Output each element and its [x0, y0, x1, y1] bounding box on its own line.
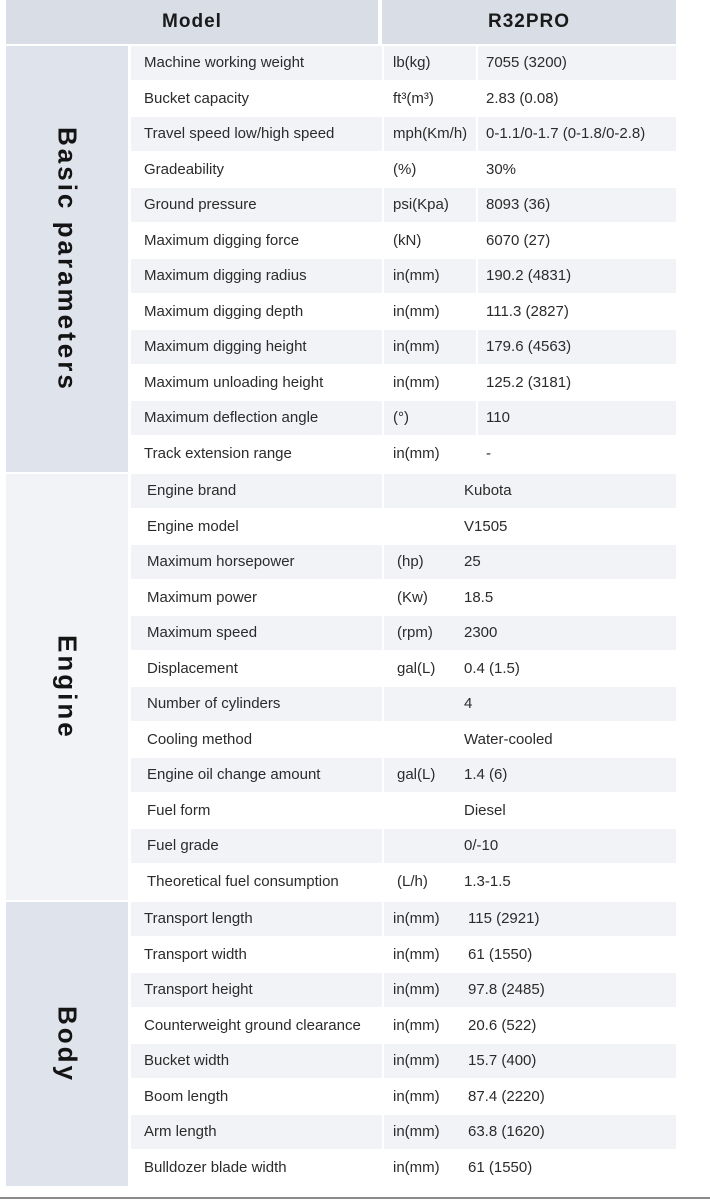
table-row — [131, 723, 676, 757]
section-rows — [131, 474, 676, 900]
param-unit: in(mm) — [384, 973, 476, 1007]
param-unit: psi(Kpa) — [384, 188, 476, 222]
section-body — [6, 902, 676, 1186]
param-value: 7055 (3200) — [478, 46, 676, 80]
param-unit: lb(kg) — [384, 46, 476, 80]
param-unit: (%) — [384, 153, 476, 187]
param-value: 97.8 (2485) — [468, 973, 676, 1007]
param-unit — [384, 723, 476, 757]
param-name: Maximum digging height — [131, 330, 382, 364]
table-row — [131, 1044, 676, 1078]
param-name: Maximum digging radius — [131, 259, 382, 293]
param-name: Boom length — [131, 1080, 382, 1114]
param-name: Maximum power — [131, 581, 382, 615]
param-unit: in(mm) — [384, 1009, 476, 1043]
table-row — [131, 295, 676, 329]
param-value: 190.2 (4831) — [478, 259, 676, 293]
param-name: Number of cylinders — [131, 687, 382, 721]
param-value: 0-1.1/0-1.7 (0-1.8/0-2.8) — [478, 117, 676, 151]
param-name: Machine working weight — [131, 46, 382, 80]
param-unit: (L/h) — [384, 865, 476, 899]
table-row — [131, 865, 676, 899]
table-row — [131, 652, 676, 686]
param-value: 61 (1550) — [468, 938, 676, 972]
section-title: Engine — [52, 634, 83, 740]
param-unit: in(mm) — [384, 1080, 476, 1114]
spec-table — [6, 0, 676, 1186]
param-value: Water-cooled — [464, 723, 676, 757]
param-value: 0.4 (1.5) — [464, 652, 676, 686]
param-name: Counterweight ground clearance — [131, 1009, 382, 1043]
param-name: Gradeability — [131, 153, 382, 187]
param-value: 8093 (36) — [478, 188, 676, 222]
param-name: Maximum unloading height — [131, 366, 382, 400]
param-name: Maximum digging depth — [131, 295, 382, 329]
param-value: 110 — [478, 401, 676, 435]
param-unit: in(mm) — [384, 259, 476, 293]
table-row — [131, 188, 676, 222]
param-value: 115 (2921) — [468, 902, 676, 936]
table-row — [131, 687, 676, 721]
table-row — [131, 401, 676, 435]
param-unit: in(mm) — [384, 1151, 476, 1185]
param-value: 18.5 — [464, 581, 676, 615]
param-unit: (kN) — [384, 224, 476, 258]
param-value: 0/-10 — [464, 829, 676, 863]
param-value: Diesel — [464, 794, 676, 828]
param-value: 87.4 (2220) — [468, 1080, 676, 1114]
table-row — [131, 46, 676, 80]
table-row — [131, 581, 676, 615]
table-row — [131, 82, 676, 116]
param-value: 2.83 (0.08) — [478, 82, 676, 116]
param-value: 6070 (27) — [478, 224, 676, 258]
param-unit: (°) — [384, 401, 476, 435]
param-unit: ft³(m³) — [384, 82, 476, 116]
param-value: 63.8 (1620) — [468, 1115, 676, 1149]
table-row — [131, 259, 676, 293]
section-title: Basic parameters — [52, 126, 83, 392]
param-name: Theoretical fuel consumption — [131, 865, 382, 899]
param-name: Maximum deflection angle — [131, 401, 382, 435]
table-row — [131, 616, 676, 650]
param-unit: gal(L) — [384, 758, 476, 792]
param-value: 125.2 (3181) — [478, 366, 676, 400]
param-unit: gal(L) — [384, 652, 476, 686]
param-name: Bucket capacity — [131, 82, 382, 116]
section-title-cell — [6, 46, 128, 472]
section-rows — [131, 46, 676, 472]
param-name: Bucket width — [131, 1044, 382, 1078]
table-row — [131, 474, 676, 508]
param-name: Travel speed low/high speed — [131, 117, 382, 151]
param-name: Fuel grade — [131, 829, 382, 863]
param-name: Engine oil change amount — [131, 758, 382, 792]
param-value: 179.6 (4563) — [478, 330, 676, 364]
param-unit: mph(Km/h) — [384, 117, 476, 151]
table-row — [131, 117, 676, 151]
section-title: Body — [52, 1005, 83, 1083]
table-row — [131, 437, 676, 471]
param-value: 1.4 (6) — [464, 758, 676, 792]
param-unit — [384, 510, 476, 544]
param-unit — [384, 687, 476, 721]
param-unit — [384, 794, 476, 828]
param-value: 4 — [464, 687, 676, 721]
param-unit: in(mm) — [384, 366, 476, 400]
param-name: Maximum digging force — [131, 224, 382, 258]
param-name: Transport height — [131, 973, 382, 1007]
table-row — [131, 829, 676, 863]
param-unit — [384, 829, 476, 863]
param-unit: in(mm) — [384, 295, 476, 329]
param-value: - — [478, 437, 676, 471]
table-row — [131, 330, 676, 364]
table-row — [131, 973, 676, 1007]
section-title-cell — [6, 902, 128, 1186]
param-name: Transport width — [131, 938, 382, 972]
param-name: Cooling method — [131, 723, 382, 757]
model-header-label: Model — [6, 0, 378, 44]
param-value: 20.6 (522) — [468, 1009, 676, 1043]
table-row — [131, 938, 676, 972]
param-name: Bulldozer blade width — [131, 1151, 382, 1185]
table-row — [131, 1009, 676, 1043]
param-value: 2300 — [464, 616, 676, 650]
section-basic-parameters — [6, 46, 676, 472]
param-name: Transport length — [131, 902, 382, 936]
table-header — [6, 0, 676, 44]
param-name: Maximum horsepower — [131, 545, 382, 579]
table-row — [131, 224, 676, 258]
param-unit: (rpm) — [384, 616, 476, 650]
param-unit: in(mm) — [384, 1115, 476, 1149]
param-value: Kubota — [464, 474, 676, 508]
table-row — [131, 758, 676, 792]
bottom-divider — [0, 1197, 710, 1199]
model-header-value: R32PRO — [382, 0, 676, 44]
table-row — [131, 366, 676, 400]
param-unit — [384, 474, 476, 508]
param-value: 111.3 (2827) — [478, 295, 676, 329]
table-row — [131, 510, 676, 544]
param-unit: in(mm) — [384, 330, 476, 364]
param-unit: in(mm) — [384, 902, 476, 936]
param-name: Fuel form — [131, 794, 382, 828]
param-unit: (hp) — [384, 545, 476, 579]
param-value: 25 — [464, 545, 676, 579]
param-unit: (Kw) — [384, 581, 476, 615]
param-name: Arm length — [131, 1115, 382, 1149]
section-engine — [6, 474, 676, 900]
table-row — [131, 1080, 676, 1114]
section-rows — [131, 902, 676, 1186]
table-row — [131, 902, 676, 936]
param-value: 61 (1550) — [468, 1151, 676, 1185]
table-row — [131, 153, 676, 187]
param-name: Ground pressure — [131, 188, 382, 222]
param-value: 30% — [478, 153, 676, 187]
section-title-cell — [6, 474, 128, 900]
param-name: Track extension range — [131, 437, 382, 471]
param-value: 1.3-1.5 — [464, 865, 676, 899]
param-unit: in(mm) — [384, 938, 476, 972]
param-value: V1505 — [464, 510, 676, 544]
param-name: Maximum speed — [131, 616, 382, 650]
table-row — [131, 794, 676, 828]
table-row — [131, 1151, 676, 1185]
param-value: 15.7 (400) — [468, 1044, 676, 1078]
param-name: Engine brand — [131, 474, 382, 508]
param-unit: in(mm) — [384, 437, 476, 471]
param-name: Engine model — [131, 510, 382, 544]
table-row — [131, 545, 676, 579]
param-name: Displacement — [131, 652, 382, 686]
param-unit: in(mm) — [384, 1044, 476, 1078]
table-row — [131, 1115, 676, 1149]
